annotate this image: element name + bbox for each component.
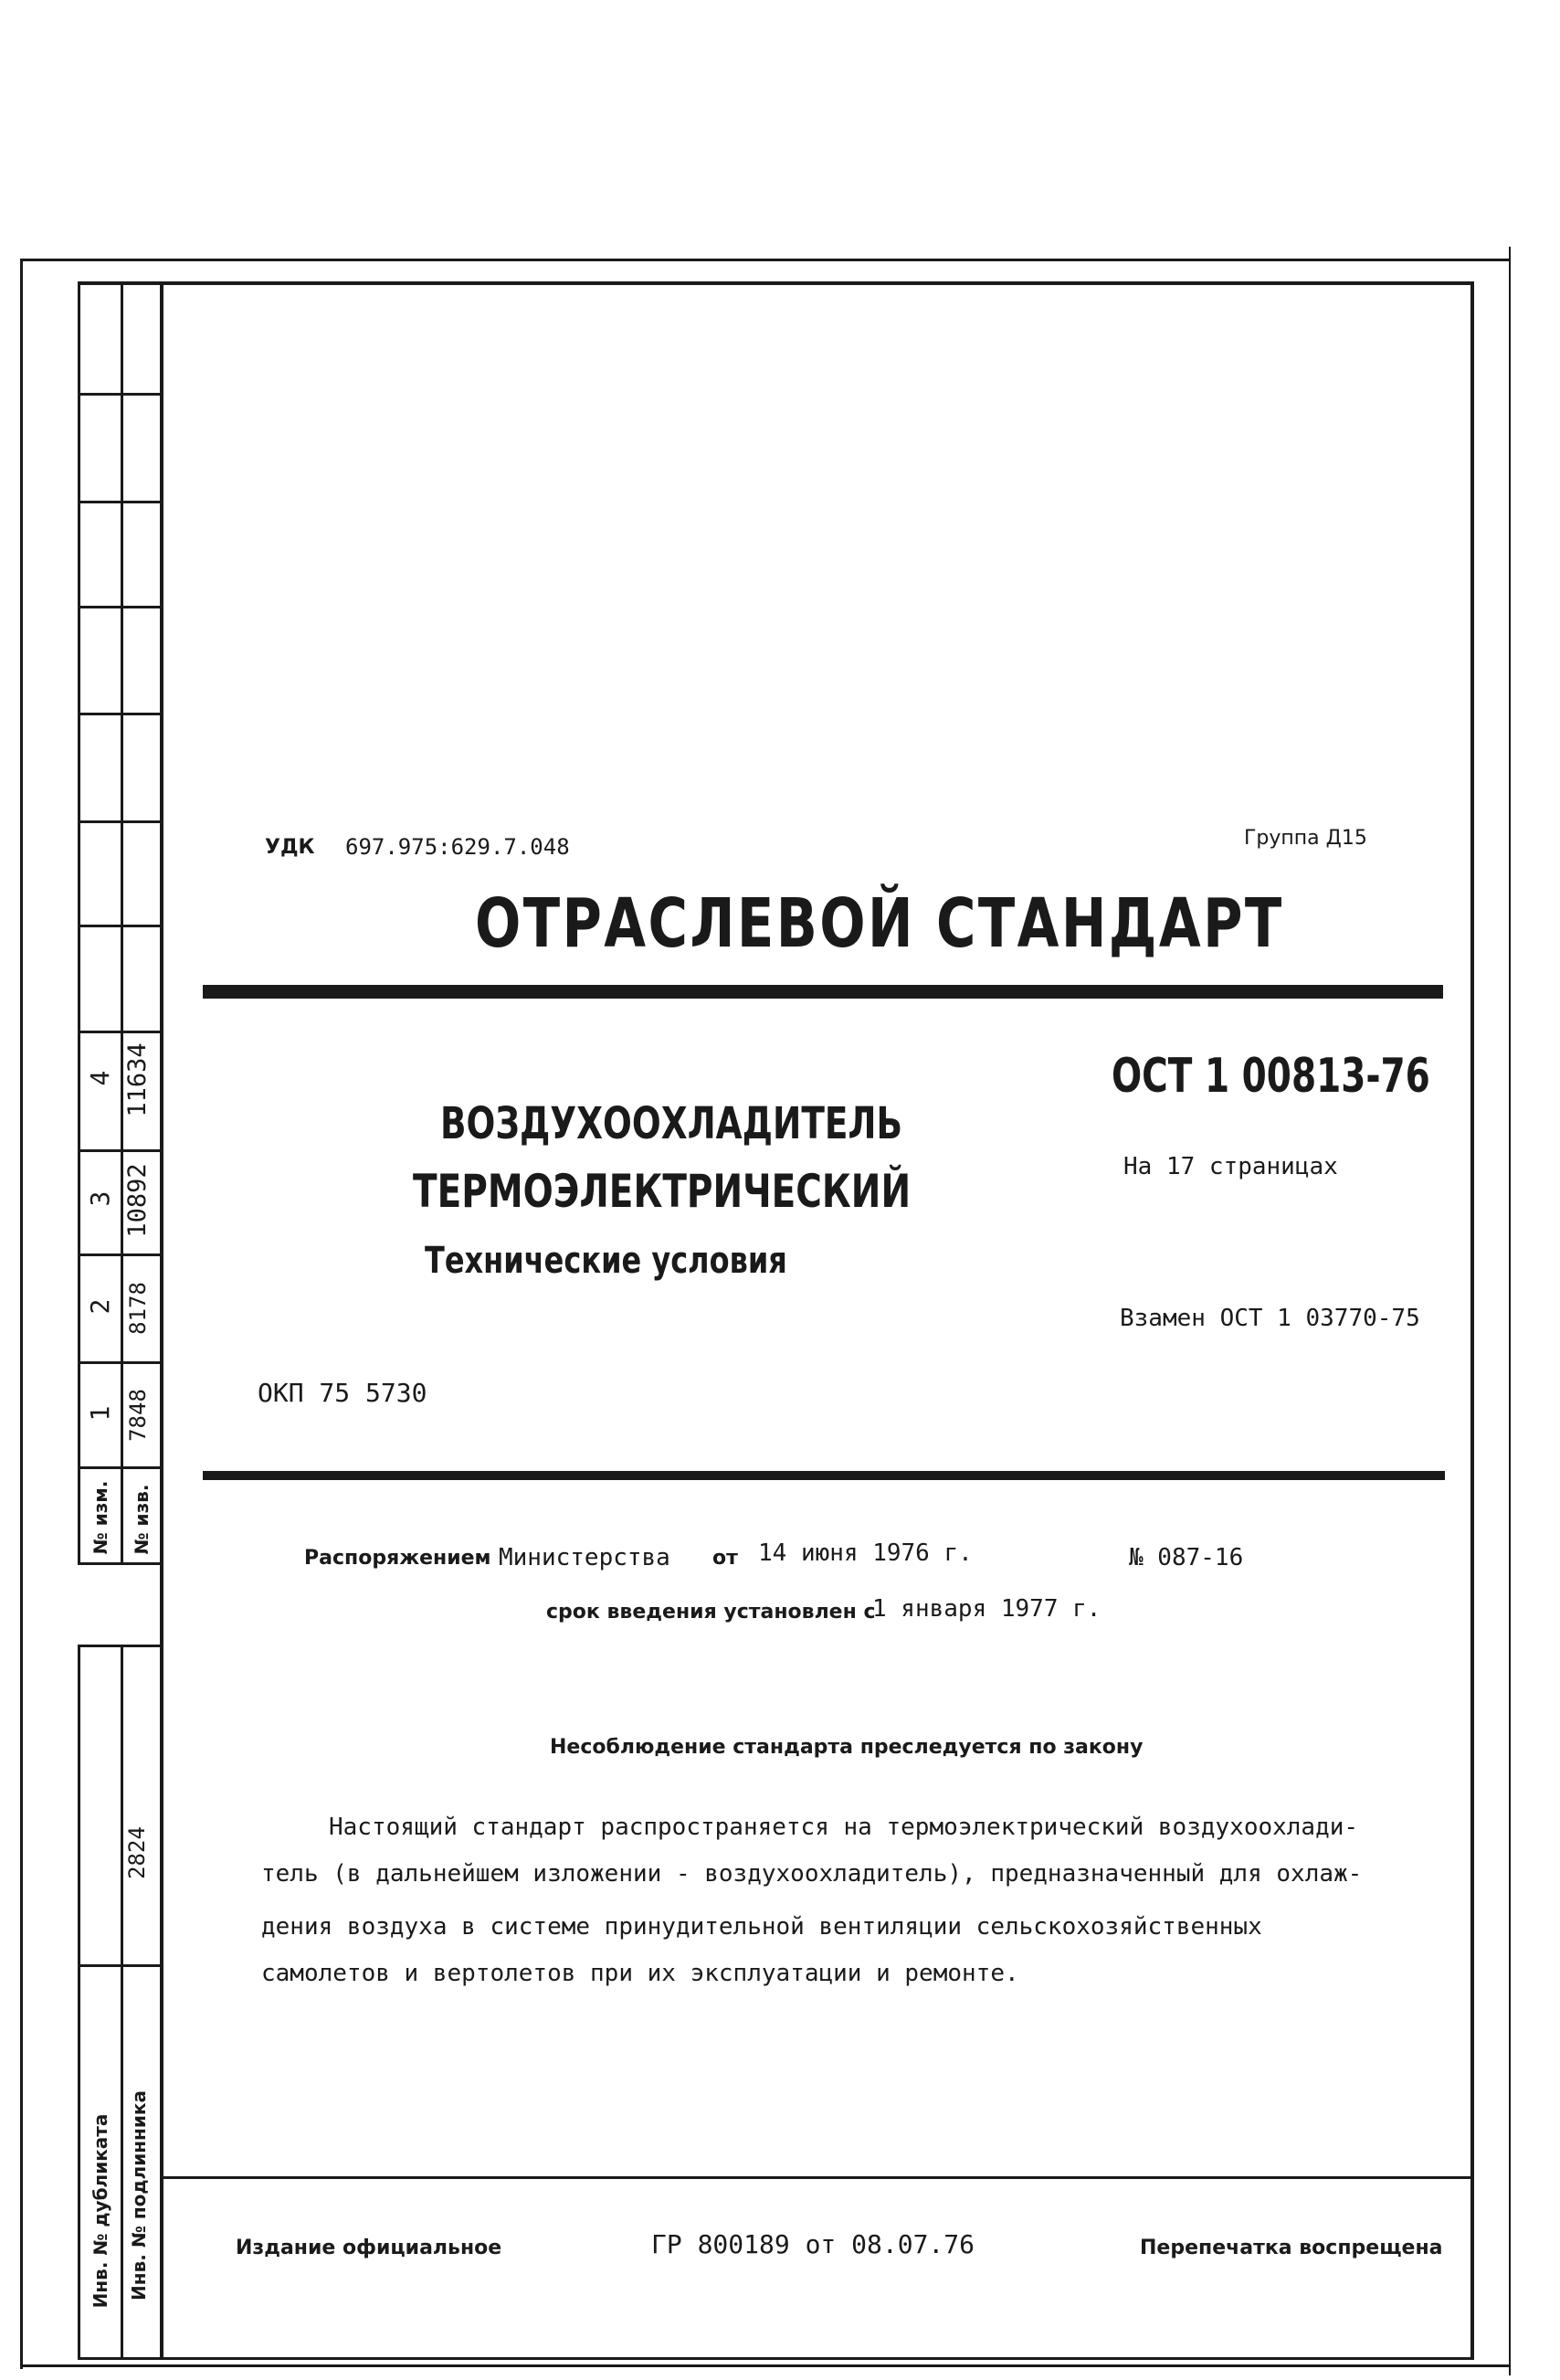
- group-label: Группа Д15: [1244, 827, 1367, 850]
- change-number-3: 3: [85, 1190, 115, 1207]
- body-line-3: дения воздуха в системе принудительной вентиляции сельскохозяйственных: [261, 1913, 1262, 1941]
- side-row: [78, 820, 162, 823]
- decree-from: от: [712, 1547, 738, 1570]
- legal-notice: Несоблюдение стандарта преследуется по закону: [550, 1736, 1144, 1759]
- okp-code: ОКП 75 5730: [258, 1378, 427, 1408]
- change-number-4: 4: [85, 1070, 115, 1086]
- page-count: На 17 страницах: [1123, 1153, 1338, 1180]
- product-subtitle: Технические условия: [425, 1240, 787, 1282]
- frame-right-outer: [1509, 247, 1511, 2375]
- duplicate-inventory-number: 2824: [124, 1826, 150, 1879]
- side-row: [78, 1361, 162, 1364]
- side-col-1: [78, 281, 80, 1565]
- effective-label: срок введения установлен с: [546, 1601, 876, 1624]
- notice-number-2: 8178: [125, 1282, 151, 1335]
- inner-left: [160, 281, 163, 2360]
- change-number-1: 1: [85, 1405, 115, 1422]
- product-name-line2: ТЕРМОЭЛЕКТРИЧЕСКИЙ: [413, 1165, 912, 1218]
- udk-value: 697.975:629.7.048: [345, 834, 570, 860]
- inner-right: [1470, 281, 1474, 2360]
- side-row: [78, 393, 162, 396]
- notice-number-3: 10892: [123, 1163, 152, 1238]
- decree-date: 14 июня 1976 г.: [758, 1539, 973, 1567]
- notice-number-label: № изв.: [131, 1484, 153, 1555]
- decree-label: Распоряжением: [304, 1547, 491, 1570]
- body-line-4: самолетов и вертолетов при их эксплуатации и ремонте.: [261, 1960, 1019, 1987]
- change-number-label: № изм.: [90, 1480, 111, 1555]
- body-line-2: тель (в дальнейшем изложении - воздухоохладитель), предназначенный для охлаж-: [261, 1860, 1363, 1888]
- original-inventory-label: Инв. № подлинника: [128, 2090, 150, 2301]
- body-line-1: Настоящий стандарт распространяется на термоэлектрический воздухоохлади-: [329, 1814, 1359, 1841]
- effective-date: 1 января 1977 г.: [872, 1595, 1101, 1623]
- footer-edition: Издание официальное: [236, 2237, 502, 2259]
- notice-number-4: 11634: [123, 1042, 152, 1117]
- side-row: [78, 1253, 162, 1256]
- decree-ministry: Министерства: [499, 1544, 670, 1571]
- side-row: [78, 1466, 162, 1469]
- title-rule: [203, 985, 1443, 999]
- footer-reprint: Перепечатка воспрещена: [1140, 2237, 1443, 2259]
- side-row: [78, 713, 162, 715]
- page-title: ОТРАСЛЕВОЙ СТАНДАРТ: [475, 884, 1284, 963]
- side-row: [78, 501, 162, 503]
- frame-top-left: [20, 259, 1511, 261]
- side-row: [78, 1964, 162, 1967]
- side-col-3: [78, 1645, 80, 2357]
- side-row: [78, 925, 162, 927]
- side-row: [78, 1645, 162, 1647]
- product-name-line1: ВОЗДУХООХЛАДИТЕЛЬ: [440, 1098, 903, 1149]
- change-number-2: 2: [85, 1298, 115, 1315]
- udk-label: УДК: [265, 836, 315, 859]
- standard-number: ОСТ 1 00813-76: [1112, 1049, 1430, 1104]
- inner-top: [78, 281, 1473, 285]
- frame-bottom: [20, 2364, 1511, 2367]
- footer-registration: ГР 800189 от 08.07.76: [651, 2229, 975, 2259]
- notice-number-1: 7848: [125, 1389, 151, 1442]
- duplicate-inventory-label: Инв. № дубликата: [90, 2113, 111, 2309]
- side-row: [78, 606, 162, 608]
- replaces-standard: Взамен ОСТ 1 03770-75: [1120, 1305, 1420, 1332]
- decree-number: № 087-16: [1129, 1544, 1244, 1571]
- footer-rule: [160, 2176, 1473, 2179]
- inner-bottom: [78, 2357, 1473, 2360]
- lower-rule: [203, 1471, 1445, 1480]
- frame-left: [20, 259, 23, 2369]
